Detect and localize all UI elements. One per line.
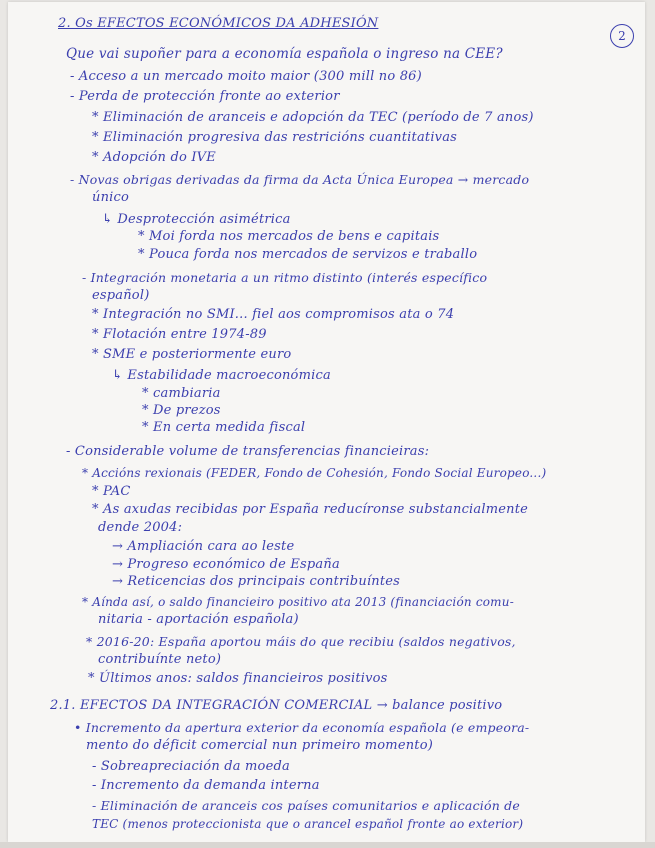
note-line: * SME e posteriormente euro [92,347,292,362]
page-number: 2 [610,24,634,48]
note-line: - Integración monetaria a un ritmo distinto (interés específico [82,270,488,285]
note-line: * Últimos anos: saldos financieiros positivos [88,671,388,686]
note-line: * PAC [92,484,131,499]
note-line: * 2016-20: España aportou máis do que recibiu (saldos negativos, [86,634,516,649]
note-line: español) [92,288,150,303]
section-heading: 2. Os EFECTOS ECONÓMICOS DA ADHESIÓN [58,16,379,31]
note-line: ↳ Estabilidade macroeconómica [112,368,331,383]
note-line: * Flotación entre 1974-89 [92,327,267,342]
note-line: * En certa medida fiscal [142,420,306,435]
note-line: * Accións rexionais (FEDER, Fondo de Cohesión, Fondo Social Europeo...) [82,466,547,480]
note-line: → Progreso económico de España [112,557,340,572]
note-line: * Moi forda nos mercados de bens e capitais [138,229,440,244]
note-line: dende 2004: [98,520,183,535]
subsection-heading: 2.1. EFECTOS DA INTEGRACIÓN COMERCIAL → balance positivo [50,698,503,713]
note-line: * Integración no SMI... fiel aos compromisos ata o 74 [92,307,455,322]
note-line: * Adopción do IVE [92,150,216,165]
note-line: * Pouca forda nos mercados de servizos e traballo [138,247,478,262]
note-line: - Incremento da demanda interna [92,778,320,793]
note-line: * Eliminación de aranceis e adopción da TEC (período de 7 anos) [92,110,534,125]
note-line: TEC (menos proteccionista que o arancel español fronte ao exterior) [92,817,524,831]
note-line: - Acceso a un mercado moito maior (300 mill no 86) [70,69,422,84]
note-line: contribuínte neto) [98,652,222,667]
note-line: - Novas obrigas derivadas da firma da Acta Única Europea → mercado [70,172,530,187]
note-line: único [92,190,130,205]
note-line: - Considerable volume de transferencias financieiras: [66,444,430,459]
note-line: * De prezos [142,403,221,418]
question-line: Que vai supoñer para a economía española o ingreso na CEE? [66,46,503,62]
note-line: → Reticencias dos principais contribuíntes [112,574,401,589]
note-line: - Perda de protección fronte ao exterior [70,89,340,104]
note-line: - Eliminación de aranceis cos países comunitarios e aplicación de [92,798,520,813]
note-line: nitaria - aportación española) [98,612,299,627]
note-line: → Ampliación cara ao leste [112,539,295,554]
note-line: * As axudas recibidas por España reducíronse substancialmente [92,502,529,517]
page-edge [0,842,655,848]
note-line: * cambiaria [142,386,221,401]
notebook-page [8,2,645,842]
note-line: * Aínda así, o saldo financieiro positivo ata 2013 (financiación comu- [82,595,514,609]
note-line: mento do déficit comercial nun primeiro momento) [86,738,434,753]
note-line: • Incremento da apertura exterior da economía española (e empeora- [74,720,530,735]
note-line: - Sobreapreciación da moeda [92,759,290,774]
note-line: * Eliminación progresiva das restricións cuantitativas [92,130,458,145]
note-line: ↳ Desprotección asimétrica [102,212,291,227]
